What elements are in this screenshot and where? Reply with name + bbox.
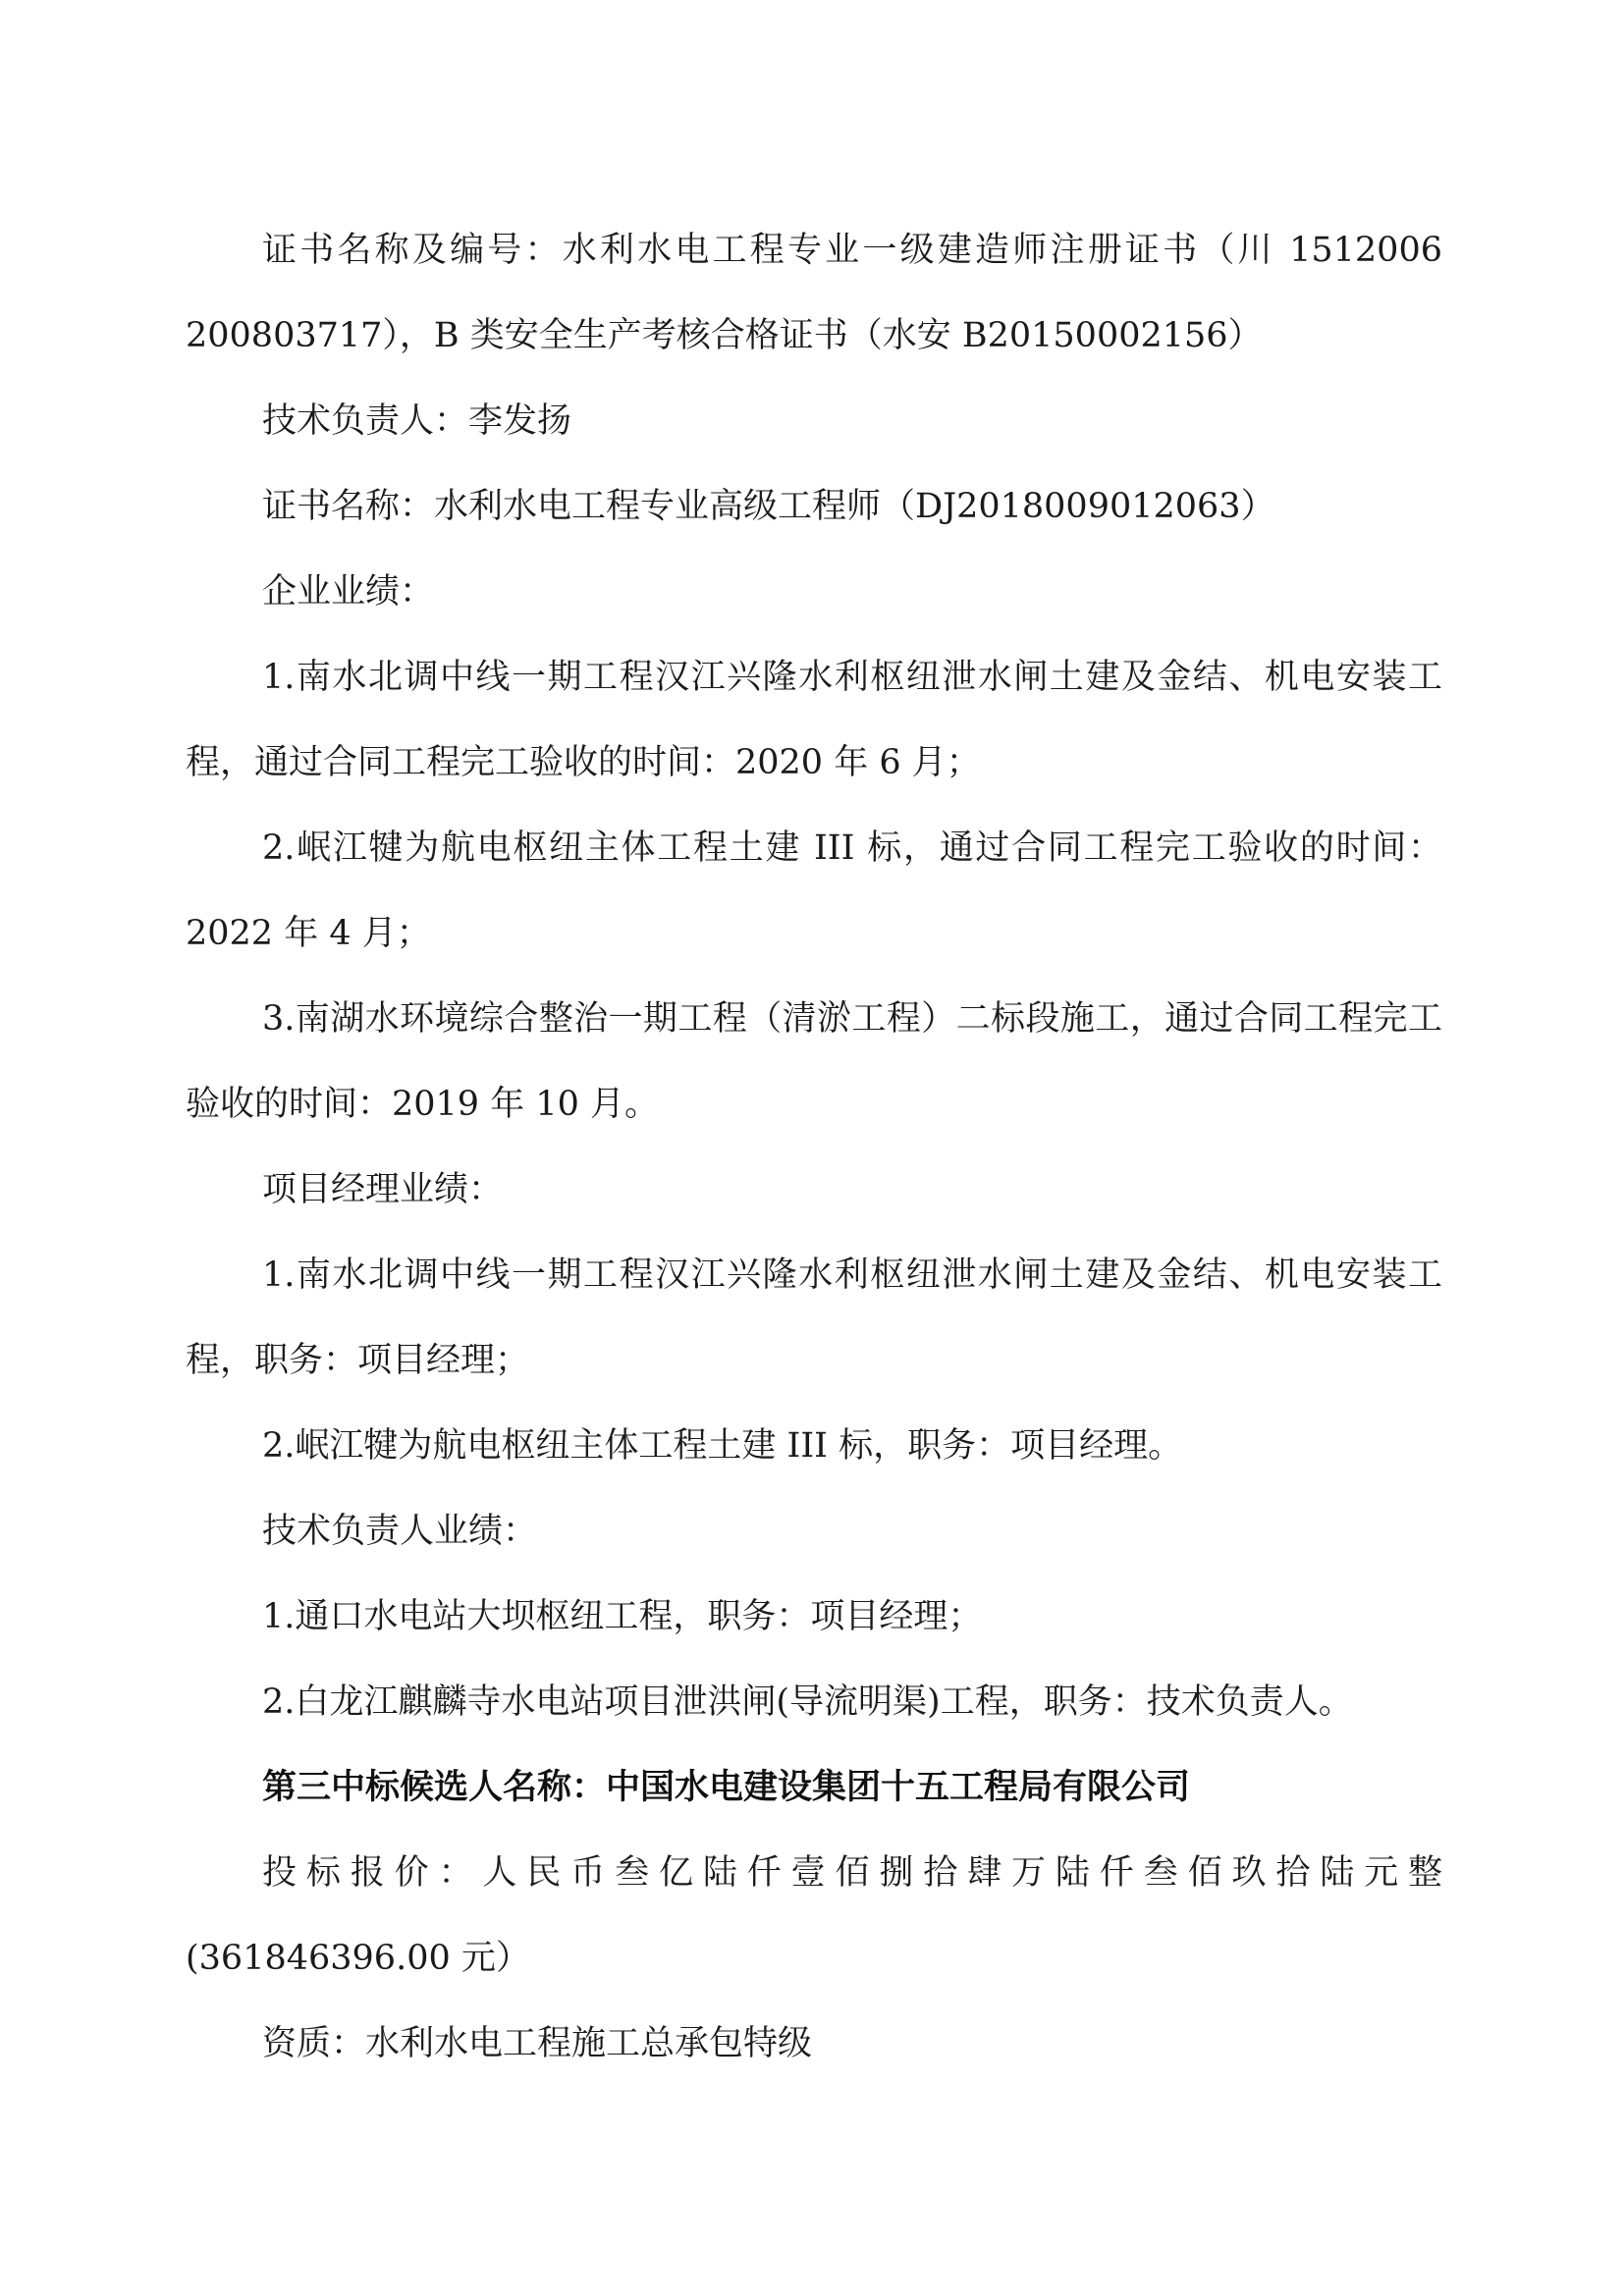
company-performance-item: 1.南水北调中线一期工程汉江兴隆水利枢纽泄水闸土建及金结、机电安装工程，通过合同工程完工验收的时间：2020 年 6 月； (186, 658, 1442, 782)
project-manager-performance-item: 1.南水北调中线一期工程汉江兴隆水利枢纽泄水闸土建及金结、机电安装工程，职务：项目经理； (186, 1255, 1442, 1380)
third-candidate-heading: 第三中标候选人名称：中国水电建设集团十五工程局有限公司 (262, 1768, 1191, 1807)
qualification-paragraph: 资质：水利水电工程施工总承包特级 (262, 2024, 813, 2063)
certificate-info-paragraph: 证书名称及编号：水利水电工程专业一级建造师注册证书（川 1512006 200803717），B 类安全生产考核合格证书（水安 B20150002156） (186, 231, 1442, 355)
project-manager-performance-heading: 项目经理业绩： (262, 1170, 504, 1209)
company-performance-item: 2.岷江犍为航电枢纽主体工程土建 III 标，通过合同工程完工验收的时间：2022 年 4 月； (186, 828, 1442, 953)
company-performance-heading: 企业业绩： (262, 572, 435, 612)
technical-lead-performance-item: 2.白龙江麒麟寺水电站项目泄洪闸(导流明渠)工程，职务：技术负责人。 (262, 1682, 1353, 1722)
document-body (186, 208, 1442, 2087)
technical-lead-performance-item: 1.通口水电站大坝枢纽工程，职务：项目经理； (262, 1597, 983, 1636)
bid-price-paragraph: 投标报价：人民币叁亿陆仟壹佰捌拾肆万陆仟叁佰玖拾陆元整(361846396.00 元） (186, 1853, 1442, 1978)
technical-lead-performance-heading: 技术负责人业绩： (262, 1512, 538, 1551)
company-performance-item: 3.南湖水环境综合整治一期工程（清淤工程）二标段施工，通过合同工程完工验收的时间：2019 年 10 月。 (186, 999, 1442, 1124)
technical-lead-certificate-paragraph: 证书名称：水利水电工程专业高级工程师（DJ2018009012063） (262, 487, 1275, 526)
technical-lead-paragraph: 技术负责人：李发扬 (262, 401, 572, 441)
project-manager-performance-item: 2.岷江犍为航电枢纽主体工程土建 III 标，职务：项目经理。 (262, 1426, 1183, 1466)
